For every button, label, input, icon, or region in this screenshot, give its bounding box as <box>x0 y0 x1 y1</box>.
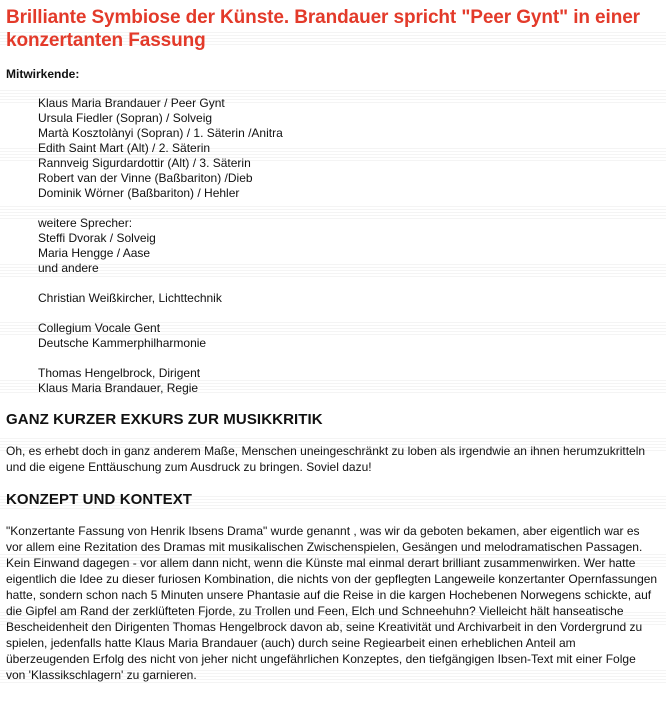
section-heading-musikkritik: GANZ KURZER EXKURS ZUR MUSIKKRITIK <box>6 411 323 428</box>
credit-line: Edith Saint Mart (Alt) / 2. Säterin <box>38 141 211 155</box>
credit-group-lighting <box>38 291 658 306</box>
credit-group-direction <box>38 366 658 396</box>
credits-label: Mitwirkende: <box>6 67 80 81</box>
credit-line: Collegium Vocale Gent <box>38 321 161 335</box>
credit-line: weitere Sprecher: <box>38 216 133 230</box>
credit-line: Martà Kosztolànyi (Sopran) / 1. Säterin /Anitra <box>38 126 283 140</box>
credit-line: Steffi Dvorak / Solveig <box>38 231 156 245</box>
credit-line: Ursula Fiedler (Sopran) / Solveig <box>38 111 213 125</box>
credit-line: und andere <box>38 261 99 275</box>
credit-group-speakers <box>38 216 658 276</box>
credit-line: Dominik Wörner (Baßbariton) / Hehler <box>38 186 240 200</box>
credits-list <box>38 96 658 396</box>
paragraph-musikkritik: Oh, es erhebt doch in ganz anderem Maße, Menschen uneingeschränkt zu loben als irgendwie an ihnen herumzukritteln und die eigene Enttäuschung zum Ausdruck zu bringen. Soviel dazu! <box>6 444 646 474</box>
credit-line: Robert van der Vinne (Baßbariton) /Dieb <box>38 171 253 185</box>
credit-line: Thomas Hengelbrock, Dirigent <box>38 366 201 380</box>
credit-line: Rannveig Sigurdardottir (Alt) / 3. Säterin <box>38 156 251 170</box>
credit-group-ensembles <box>38 321 658 351</box>
section-heading-konzept: KONZEPT UND KONTEXT <box>6 491 193 508</box>
article-title: Brilliante Symbiose der Künste. Brandauer spricht "Peer Gynt" in einer konzertanten Fassung <box>6 7 640 51</box>
credit-line: Deutsche Kammerphilharmonie <box>38 336 207 350</box>
credit-group-cast <box>38 96 658 201</box>
credit-line: Klaus Maria Brandauer / Peer Gynt <box>38 96 225 110</box>
paragraph-konzept: "Konzertante Fassung von Henrik Ibsens Drama" wurde genannt , was wir da geboten bekamen, aber eigentlich war es vor allem eine Rezitation des Dramas mit musikalischen Zwischenspielen, Gesängen und melodramatischen Passagen. Kein Einwand dagegen - vor allem dann nicht, wenn die Künste mal einmal derart brilliant zusammenwirken. Wer hatte eigentlich die Idee zu dieser furiosen Kombination, die nichts von der gepflegten Langeweile konzertanter Opernfassungen hatte, sondern schon nach 5 Minuten unsere Phantasie auf die Reise in die kargen Hochebenen Norwegens schickte, auf die Gipfel am Rand der zerklüfteten Fjorde, zu Trollen und Feen, Elch und Schneehuhn? Vielleicht hält hanseatische Bescheidenheit den Dirigenten Thomas Hengelbrock davon ab, seine Kreativität und Archivarbeit in den Vordergrund zu spielen, jedenfalls hatte Klaus Maria Brandauer (auch) durch seine Regiearbeit einen erheblichen Anteil am überzeugenden Erfolg des nicht von jeher nicht ungefährlichen Konzeptes, den tiefgängigen Ibsen-Text mit einer Folge von 'Klassikschlagern' zu garnieren. <box>6 524 658 682</box>
credit-line: Klaus Maria Brandauer, Regie <box>38 381 199 395</box>
credit-line: Maria Hengge / Aase <box>38 246 151 260</box>
credit-line: Christian Weißkircher, Lichttechnik <box>38 291 222 305</box>
